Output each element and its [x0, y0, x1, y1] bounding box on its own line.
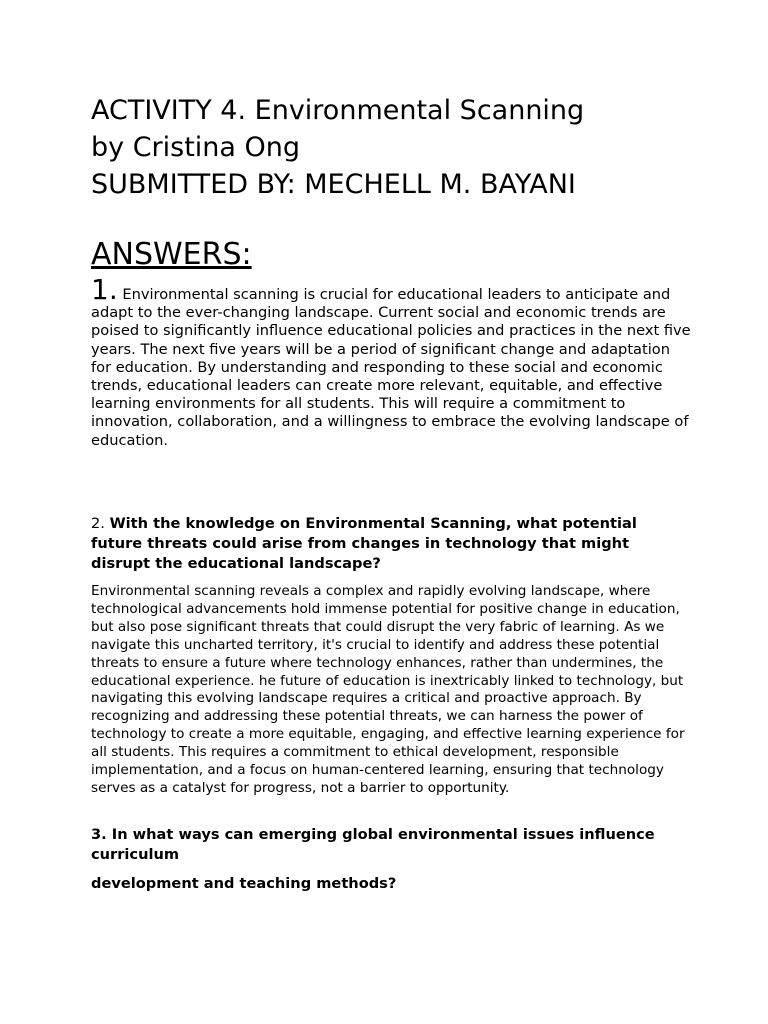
answer-1-number: 1. — [91, 273, 118, 306]
title-line-activity: ACTIVITY 4. Environmental Scanning — [91, 95, 585, 126]
question-3-line-1: 3. In what ways can emerging global environmental issues influence curriculum — [91, 826, 655, 863]
question-2-text: With the knowledge on Environmental Scanning, what potential future threats could arise from changes in technology that might disrupt the educational landscape? — [91, 515, 637, 572]
question-2-number: 2. — [91, 515, 105, 532]
title-line-author: by Cristina Ong — [91, 132, 301, 163]
question-2 — [91, 514, 681, 574]
answer-1-paragraph — [91, 273, 691, 450]
document-title — [91, 92, 731, 203]
answer-2-paragraph: Environmental scanning reveals a complex and rapidly evolving landscape, where technological advancements hold immense potential for positive change in education, but also pose significant threats that could disrupt the very fabric of learning. As we navigate this uncharted territory, it's crucial to identify and address these potential threats to ensure a future where technology enhances, rather than undermines, the educational experience. he future of education is inextricably linked to technology, but navigating this evolving landscape requires a critical and proactive approach. By recognizing and addressing these potential threats, we can harness the power of technology to create a more equitable, engaging, and effective learning experience for all students. This requires a commitment to ethical development, responsible implementation, and a focus on human-centered learning, ensuring that technology serves as a catalyst for progress, not a barrier to opportunity. — [91, 583, 685, 796]
answers-heading: ANSWERS: — [91, 237, 252, 272]
answer-1-text: Environmental scanning is crucial for educational leaders to anticipate and adapt to the ever-changing landscape. Current social and economic trends are poised to significantly influence educational policies and practices in the next five years. The next five years will be a period of significant change and adaptation for education. By understanding and responding to these social and economic trends, educational leaders can create more relevant, equitable, and effective learning environments for all students. This will require a commitment to innovation, collaboration, and a willingness to embrace the evolving landscape of education. — [91, 286, 691, 449]
title-line-submitted-by: SUBMITTED BY: MECHELL M. BAYANI — [91, 169, 576, 200]
question-3-line-2: development and teaching methods? — [91, 875, 397, 892]
